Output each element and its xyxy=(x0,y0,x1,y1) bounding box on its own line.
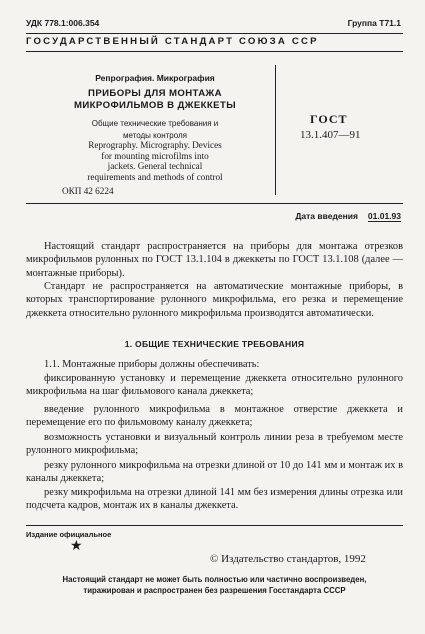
paragraph-exclusion xyxy=(26,280,403,320)
date-value: 01.01.93 xyxy=(367,211,401,221)
vertical-divider xyxy=(275,65,276,195)
footer-rule xyxy=(26,525,403,526)
paragraph-exclusion-text: Стандарт не распространяется на автоматические монтажные приборы, в которых транспортирование рулонного микрофильма, его резка и перемещение джеккета относительно рулонного микрофильма производятся автоматически. xyxy=(26,281,403,319)
official-edition-label: Издание официальное xyxy=(26,530,112,539)
okp-code: ОКП 42 6224 xyxy=(62,186,114,196)
star-icon: ★ xyxy=(70,539,83,554)
list-item xyxy=(26,486,403,513)
gost-label: ГОСТ xyxy=(310,112,348,126)
req-line-2: методы контроля xyxy=(122,131,187,140)
list-item-text: введение рулонного микрофильма в монтажное отверстие джеккета и перемещение его по фильмовому каналу джеккета; xyxy=(26,404,403,429)
udk-code: УДК 778.1:006.354 xyxy=(26,18,100,28)
notice-line-1: Настоящий стандарт не может быть полностью или частично воспроизведен, xyxy=(62,575,367,584)
top-rule xyxy=(26,33,403,34)
date-label: Дата введения xyxy=(295,211,358,221)
standard-title: ГОСУДАРСТВЕННЫЙ СТАНДАРТ СОЮЗА ССР xyxy=(26,36,319,47)
section-heading-1: 1. ОБЩИЕ ТЕХНИЧЕСКИЕ ТРЕБОВАНИЯ xyxy=(124,339,305,349)
list-item-text: возможность установки и визуальный контроль линии реза в требуемом месте рулонного микрофильма; xyxy=(26,432,403,457)
paragraph-scope xyxy=(26,240,403,280)
list-item xyxy=(26,403,403,430)
document-title xyxy=(60,88,250,112)
title-rule xyxy=(26,51,403,52)
group-code: Группа Т71.1 xyxy=(347,18,401,28)
gost-number: 13.1.407—91 xyxy=(300,129,361,141)
copyright: © Издательство стандартов, 1992 xyxy=(210,553,366,565)
date-rule xyxy=(26,203,403,204)
list-item-text: резку рулонного микрофильма на отрезки длиной от 10 до 141 мм и монтаж их в каналы джеккета; xyxy=(26,460,403,485)
requirements-subtitle xyxy=(60,118,250,142)
reproduction-notice xyxy=(26,574,403,596)
list-item-text: резку микрофильма на отрезки длиной 141 мм без измерения длины отрезка или подсчета кадров, монтаж их в каналы джеккета. xyxy=(26,487,403,512)
title-line-1: ПРИБОРЫ ДЛЯ МОНТАЖА xyxy=(88,88,222,99)
eng-line-1: Reprography. Micrography. Devices xyxy=(88,140,222,150)
req-line-1: Общие технические требования и xyxy=(91,119,219,128)
eng-line-3: jackets. General technical xyxy=(107,161,203,172)
list-item xyxy=(26,372,403,399)
eng-line-4: requirements and methods of control xyxy=(87,171,223,182)
list-item-text: фиксированную установку и перемещение джеккета относительно рулонного микрофильма на шаг фильмового канала джеккета; xyxy=(26,373,403,398)
list-item xyxy=(26,459,403,486)
list-item xyxy=(26,431,403,458)
english-title xyxy=(60,140,250,182)
notice-line-2: тиражирован и распространен без разрешения Госстандарта СССР xyxy=(83,586,346,595)
paragraph-scope-text: Настоящий стандарт распространяется на приборы для монтажа отрезков микрофильмов рулонных по ГОСТ 13.1.104 в джеккеты по ГОСТ 13.1.108 (далее — монтажные приборы). xyxy=(26,241,403,279)
effective-date xyxy=(295,211,401,222)
title-line-2: МИКРОФИЛЬМОВ В ДЖЕККЕТЫ xyxy=(73,100,237,111)
eng-line-2: for mounting microfilms into xyxy=(101,150,209,161)
clause-1-1-text: 1.1. Монтажные приборы должны обеспечивать: xyxy=(44,359,260,370)
clause-1-1 xyxy=(26,358,403,371)
subtitle: Репрография. Микрография xyxy=(95,73,215,83)
